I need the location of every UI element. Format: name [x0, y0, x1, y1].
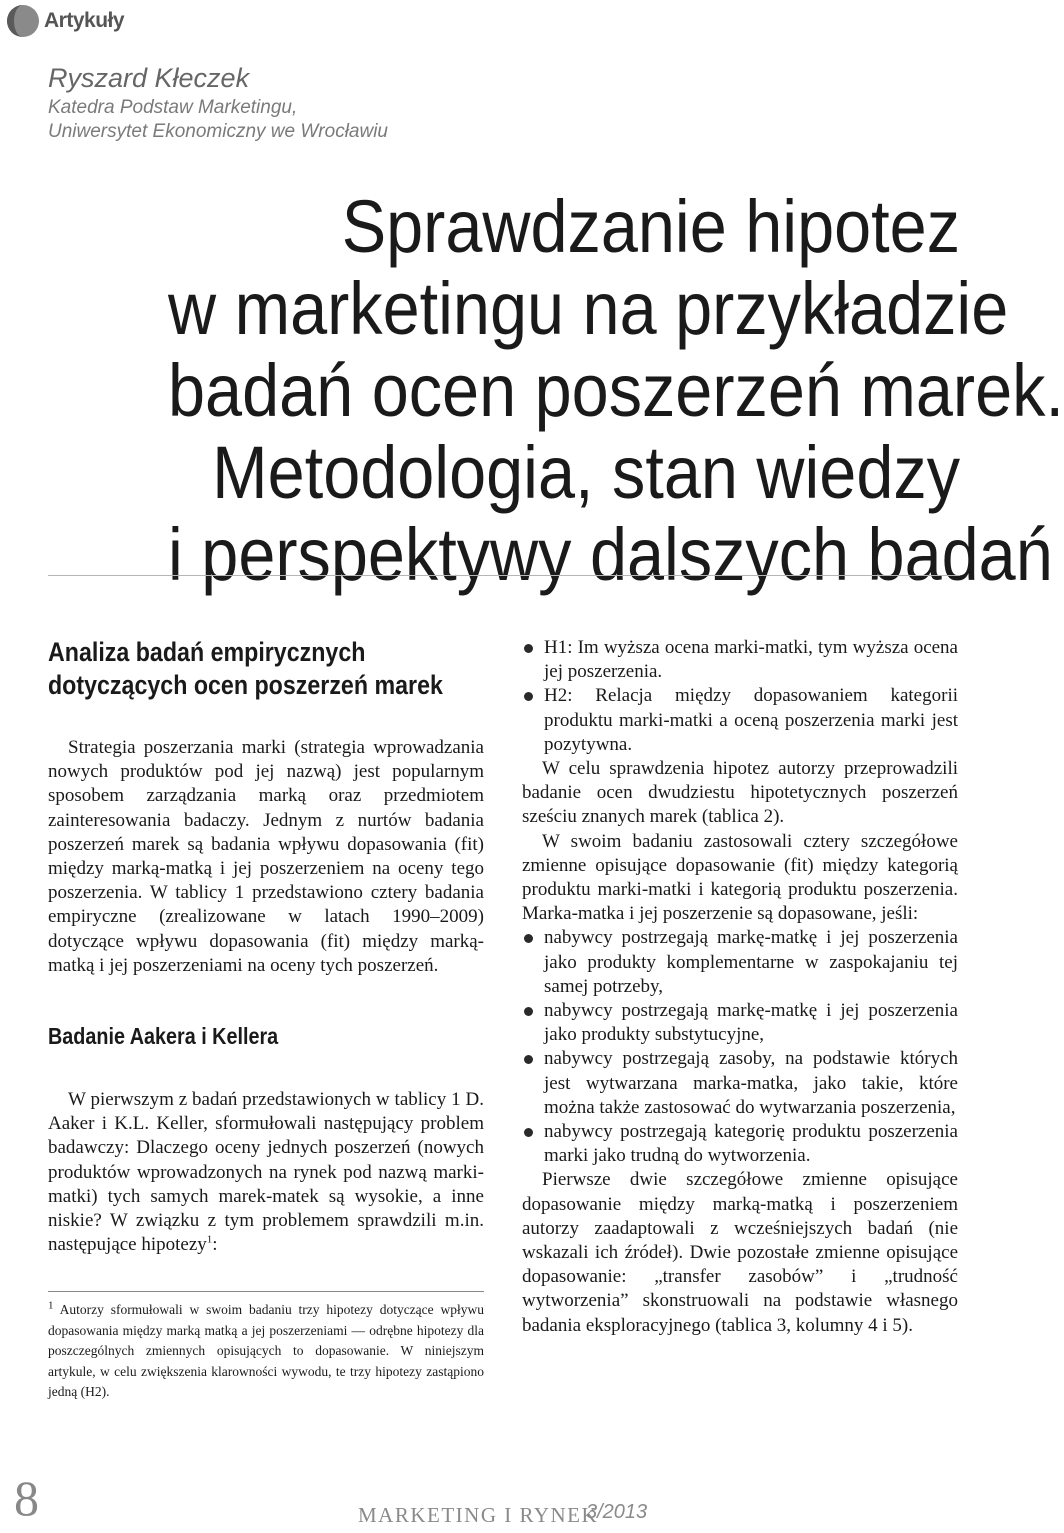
section-tag — [6, 4, 124, 38]
paragraph-variables: W swoim badaniu zastosowali cztery szczegółowe zmienne opisujące dopasowanie (fit) między kategorią produktu marki-matki i kategorią produktu poszerzenia. Marka-matka i jej poszerzenie są dopasowane, jeśli: — [522, 830, 958, 925]
hypothesis-h2: H2: Relacja między dopasowaniem kategorii produktu marki-matki a oceną poszerzenia marki jest pozytywna. — [544, 685, 958, 755]
list-item — [522, 999, 958, 1047]
title-line-2: w marketingu na przykładzie — [168, 267, 1009, 350]
condition-resources: nabywcy postrzegają zasoby, na podstawie których jest wytwarzana marka-matka, jako takie, które można także zastosować do wytwarzania poszerzenia, — [544, 1048, 958, 1118]
bullet-icon — [524, 644, 533, 653]
subheading-wrap — [48, 1022, 484, 1050]
footnote — [48, 1300, 484, 1403]
fit-conditions-list — [522, 926, 958, 1168]
title-line-3: badań ocen poszerzeń marek. — [168, 349, 1064, 432]
condition-substitute: nabywcy postrzegają markę-matkę i jej poszerzenia jako produkty substytucyjne, — [544, 1000, 958, 1046]
footnote-number: 1 — [48, 1299, 54, 1312]
author-block — [48, 60, 388, 144]
bullet-icon — [524, 934, 533, 943]
list-item — [522, 636, 958, 684]
article-title — [168, 185, 1064, 596]
paragraph-aaker-keller-end: : — [212, 1234, 218, 1256]
paragraph-method: W celu sprawdzenia hipotez autorzy przeprowadzili badanie ocen dwudziestu hipotetycznych poszerzeń sześciu znanych marek (tablica 2). — [522, 758, 958, 828]
footnote-text: Autorzy sformułowali w swoim badaniu trzy hipotezy dotyczące wpływu dopasowania między marką matką a jej poszerzeniami — odrębne hipotezy dla poszczególnych zmiennych opisujących to dopasowanie. W niniejszym artykule, w celu zwiększenia klarowności wywodu, te trzy hipotezy zastąpiono jedną (H2). — [48, 1302, 484, 1400]
affiliation-line-1: Katedra Podstaw Marketingu, — [48, 97, 298, 118]
bullet-icon — [524, 1128, 533, 1137]
affiliation-line-2: Uniwersytet Ekonomiczny we Wrocławiu — [48, 121, 388, 142]
footnote-divider — [48, 1291, 484, 1292]
title-divider — [48, 575, 960, 576]
page-number: 8 — [14, 1470, 39, 1526]
condition-difficulty: nabywcy postrzegają kategorię produktu poszerzenia marki jako trudną do wytworzenia. — [544, 1121, 958, 1167]
hypothesis-h1: H1: Im wyższa ocena marki-matki, tym wyższa ocena jej poszerzenia. — [544, 637, 958, 683]
paragraph-strategy: Strategia poszerzania marki (strategia wprowadzania nowych produktów pod jej nazwą) jest popularnym sposobem zarządzania marką oraz przedmiotem zainteresowania badaczy. Jednym z nurtów badania poszerzeń marek są badania wpływu dopasowania (fit) między marką-matką i jej poszerzeniem na oceny tego poszerzenia. W tablicy 1 przedstawiono cztery badania empiryczne (zrealizowane w latach 1990–2009) dotyczące wpływu dopasowania (fit) między marką-matką i jej poszerzeniami na oceny tych poszerzeń. — [48, 737, 484, 976]
bullet-icon — [524, 692, 533, 701]
list-item — [522, 684, 958, 757]
right-column — [522, 636, 958, 1338]
list-item — [522, 1120, 958, 1168]
title-line-1: Sprawdzanie hipotez — [341, 185, 960, 268]
journal-name: MARKETING I RYNEK — [358, 1503, 599, 1527]
title-line-4: Metodologia, stan wiedzy — [212, 431, 961, 514]
condition-complementary: nabywcy postrzegają markę-matkę i jej poszerzenia jako produkty komplementarne w zaspokajaniu tej samej potrzeby, — [544, 927, 958, 997]
bullet-icon — [524, 1055, 533, 1064]
paragraph-sources: Pierwsze dwie szczegółowe zmienne opisujące dopasowanie między marką-matką i poszerzeniem autorzy zaadaptowali z wcześniejszych badań (nie wskazali ich źródeł). Dwie pozostałe zmienne opisujące dopasowanie: „transfer zasobów” i „trudność wytworzenia” skonstruowali na podstawie własnego badania eksploracyjnego (tablica 3, kolumny 4 i 5). — [522, 1169, 958, 1336]
section-marker-icon — [6, 4, 40, 38]
subheading-aaker-keller: Badanie Aakera i Kellera — [48, 1023, 279, 1050]
section-heading-line-2: dotyczących ocen poszerzeń marek — [48, 670, 443, 700]
section-heading — [48, 636, 443, 702]
hypotheses-list — [522, 636, 958, 757]
journal-issue: 3/2013 — [586, 1501, 648, 1523]
paragraph-aaker-keller-text: W pierwszym z badań przedstawionych w tablicy 1 D. Aaker i K.L. Keller, sformułowali następujący problem badawczy: Dlaczego oceny jednych poszerzeń (nowych produktów wprowadzonych na rynek pod nazwą marki-matki) tych samych marek-matek są wysokie, a inne niskie? W związku z tym problemem sprawdzili m.in. następujące hipotezy — [48, 1089, 484, 1256]
title-line-5: i perspektywy dalszych badań — [168, 513, 1053, 596]
section-heading-line-1: Analiza badań empirycznych — [48, 637, 366, 667]
list-item — [522, 1047, 958, 1120]
bullet-icon — [524, 1007, 533, 1016]
footnote-reference[interactable]: 1 — [206, 1233, 213, 1246]
list-item — [522, 926, 958, 999]
paragraph-aaker-keller — [48, 1088, 484, 1257]
left-column — [48, 636, 484, 1403]
author-name: Ryszard Kłeczek — [48, 63, 250, 93]
section-label: Artykuły — [44, 9, 125, 32]
